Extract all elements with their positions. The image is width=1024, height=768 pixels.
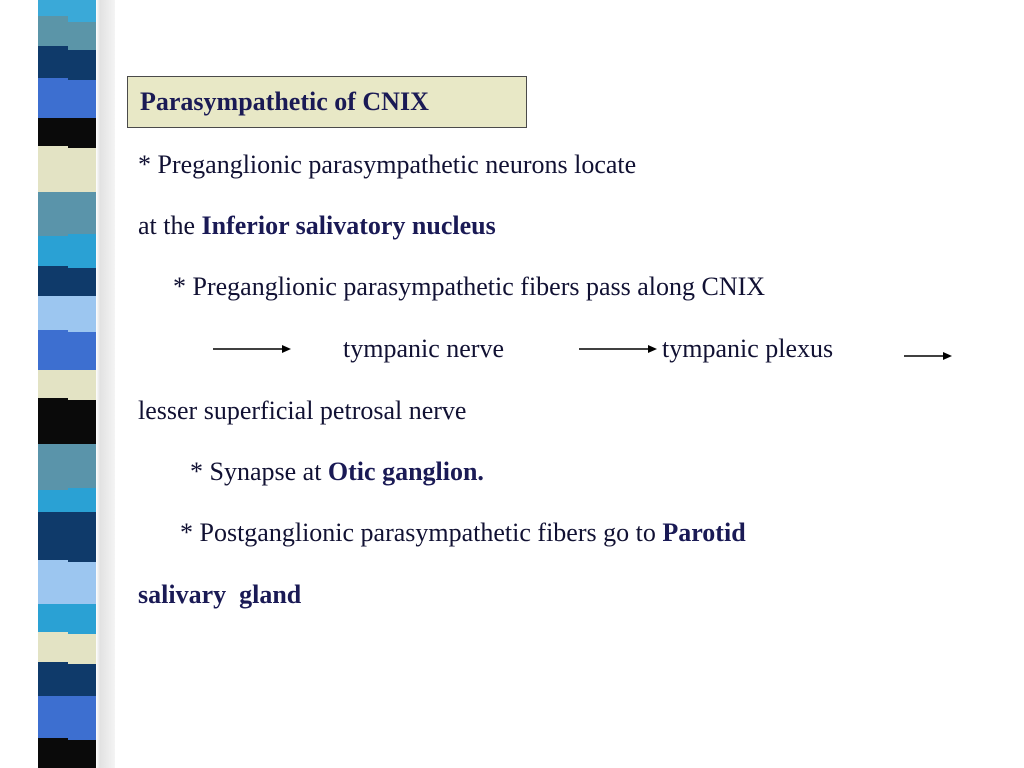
tympanic-nerve-label: tympanic nerve	[343, 334, 504, 363]
arrow-right-icon	[578, 341, 658, 357]
parotid-label: Parotid	[662, 518, 746, 547]
otic-ganglion: Otic ganglion.	[327, 457, 484, 486]
line-synapse-prefix: * Synapse at	[190, 457, 328, 486]
slide-title: Parasympathetic of CNIX	[140, 87, 429, 116]
line-nucleus-prefix: at the	[138, 211, 202, 240]
decorative-side-strip	[0, 0, 115, 768]
line-preganglionic-fibers: * Preganglionic parasympathetic fibers pass along CNIX	[173, 272, 766, 301]
line-synapse	[190, 457, 484, 487]
line-postganglionic-prefix: * Postganglionic parasympathetic fibers go to	[180, 518, 663, 547]
arrow-right-icon	[903, 348, 953, 364]
inferior-salivatory-nucleus: Inferior salivatory nucleus	[201, 211, 496, 240]
salivary-gland-label: salivary gland	[138, 580, 302, 609]
line-nucleus	[138, 211, 496, 241]
lesser-superficial-petrosal-nerve: lesser superficial petrosal nerve	[138, 396, 467, 425]
arrow-right-icon	[212, 341, 292, 357]
tympanic-plexus-label: tympanic plexus	[662, 334, 834, 363]
side-strip-pattern	[0, 0, 100, 768]
slide-title-box	[127, 76, 527, 128]
line-preganglionic-neurons: * Preganglionic parasympathetic neurons locate	[138, 150, 637, 179]
line-salivary-gland	[138, 580, 301, 610]
line-postganglionic-fibers	[180, 518, 746, 548]
